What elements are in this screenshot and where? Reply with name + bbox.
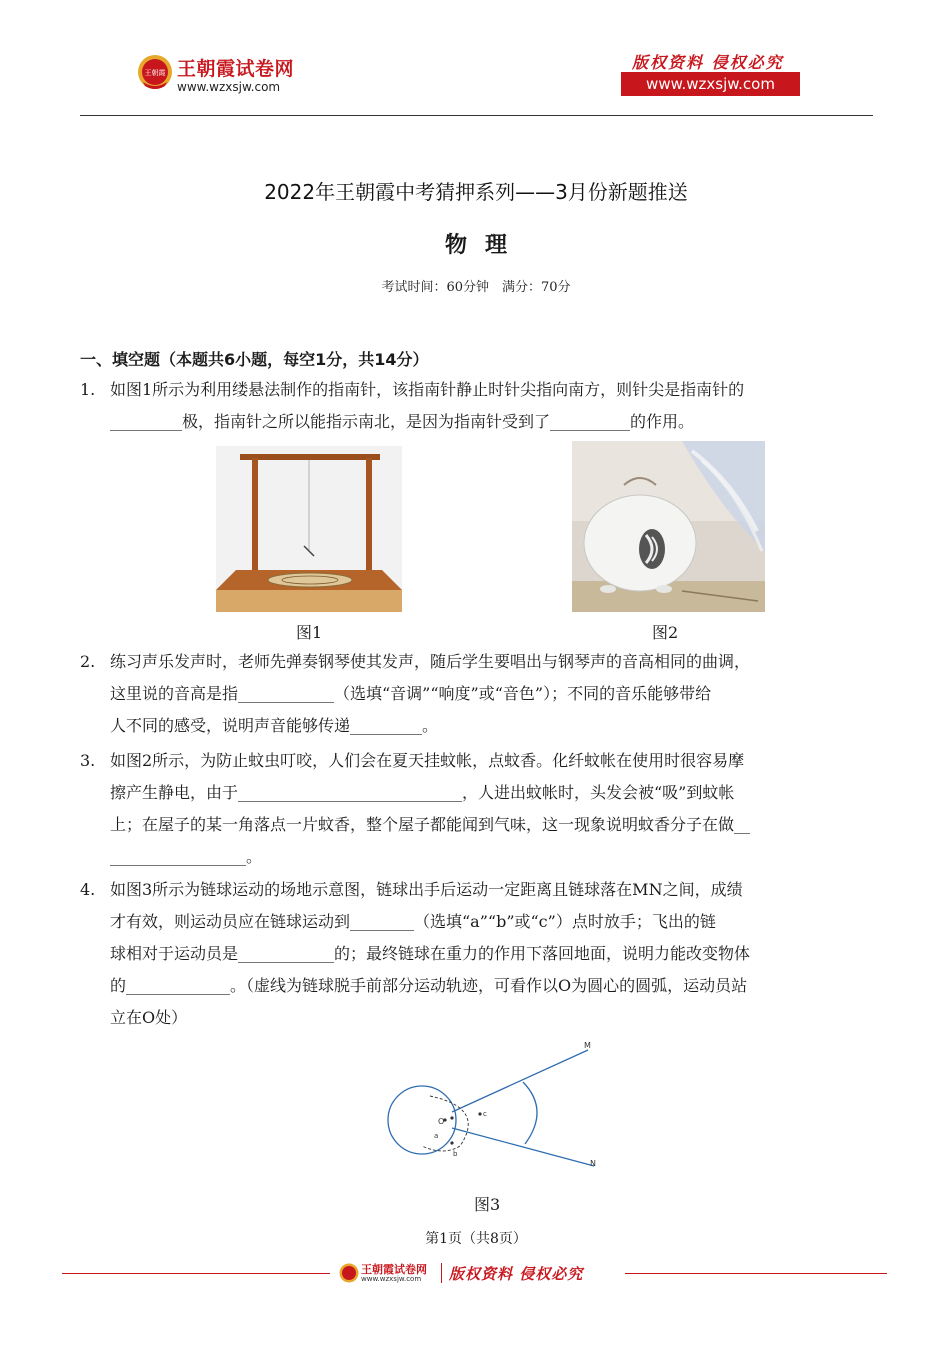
footer-separator xyxy=(441,1263,442,1283)
footer-logo-badge-icon xyxy=(339,1263,359,1283)
figure-3-hammer-throw-diagram xyxy=(380,1038,610,1178)
question-line: 如图1所示为利用缕悬法制作的指南针，该指南针静止时针尖指向南方，则针尖是指南针的 xyxy=(110,380,745,399)
site-url[interactable]: www.wzxsjw.com xyxy=(177,80,281,94)
question-number: 2. xyxy=(80,652,96,671)
question-line: _________________。 xyxy=(110,847,263,866)
question-line: 球相对于运动员是____________的；最终链球在重力的作用下落回地面，说明力能改变物体 xyxy=(110,944,751,963)
figure-2-caption: 图2 xyxy=(652,623,679,642)
question-line: 上；在屋子的某一角落点一片蚊香，整个屋子都能闻到气味，这一现象说明蚊香分子在做__ xyxy=(110,815,751,834)
section-heading: 一、填空题（本题共6小题，每空1分，共14分） xyxy=(80,350,429,369)
figure-1-suspended-compass xyxy=(216,446,402,612)
question-1 xyxy=(80,374,880,438)
question-line: 如图3所示为链球运动的场地示意图，链球出手后运动一定距离且链球落在MN之间，成绩 xyxy=(110,880,743,899)
exam-info: 考试时间：60分钟 满分：70分 xyxy=(381,280,571,295)
question-line: _________极，指南针之所以能指示南北，是因为指南针受到了__________的作用。 xyxy=(110,412,695,431)
logo-badge-text: 王朝霞 xyxy=(144,69,166,77)
question-line: 的_____________。（虚线为链球脱手前部分运动轨迹，可看作以O为圆心的圆弧，运动员站 xyxy=(110,976,748,995)
question-line: 练习声乐发声时，老师先弹奏钢琴使其发声，随后学生要唱出与钢琴声的音高相同的曲调， xyxy=(110,652,751,671)
fig3-label-m: M xyxy=(584,1041,591,1050)
figure-3-caption: 图3 xyxy=(474,1195,501,1214)
footer-site-url[interactable]: www.wzxsjw.com xyxy=(361,1275,422,1283)
question-number: 4. xyxy=(80,880,96,899)
page-title: 2022年王朝霞中考猜押系列——3月份新题推送 xyxy=(264,180,688,204)
fig3-label-a: a xyxy=(434,1132,439,1140)
fig3-label-n: N xyxy=(590,1159,596,1168)
question-line: 擦产生静电，由于____________________________，人进出蚊帐时，头发会被“吸”到蚊帐 xyxy=(110,783,735,802)
question-3 xyxy=(80,745,880,873)
figure-1-caption: 图1 xyxy=(296,623,323,642)
question-4 xyxy=(80,874,880,1034)
footer-slogan: 版权资料 侵权必究 xyxy=(449,1265,584,1283)
question-number: 1. xyxy=(80,380,96,399)
copyright-slogan: 版权资料 侵权必究 xyxy=(632,53,784,72)
footer-rule-right xyxy=(625,1273,887,1274)
question-line: 才有效，则运动员应在链球运动到________（选填“a”“b”或“c”）点时放手；飞出的链 xyxy=(110,912,716,931)
fig3-label-b: b xyxy=(453,1150,458,1158)
figure-2-mosquito-coil-holder xyxy=(572,441,765,612)
site-name: 王朝霞试卷网 xyxy=(177,58,295,80)
subject-title: 物理 xyxy=(444,233,525,258)
fig3-label-c: c xyxy=(483,1110,487,1118)
header-divider xyxy=(80,115,873,116)
question-line: 立在O处） xyxy=(110,1008,188,1027)
question-number: 3. xyxy=(80,751,96,770)
fig3-label-o: O xyxy=(438,1117,445,1126)
site-logo-badge-icon xyxy=(137,54,173,90)
page-number: 第1页（共8页） xyxy=(425,1231,527,1247)
question-line: 这里说的音高是指____________（选填“音调”“响度”或“音色”）；不同的音乐能够带给 xyxy=(110,684,712,703)
question-2 xyxy=(80,646,880,742)
footer-site-name: 王朝霞试卷网 xyxy=(361,1263,427,1276)
copyright-url-banner[interactable]: www.wzxsjw.com xyxy=(621,72,800,96)
footer-rule-left xyxy=(62,1273,330,1274)
question-line: 如图2所示，为防止蚊虫叮咬，人们会在夏天挂蚊帐，点蚊香。化纤蚊帐在使用时很容易摩 xyxy=(110,751,745,770)
question-line: 人不同的感受，说明声音能够传递_________。 xyxy=(110,716,439,735)
